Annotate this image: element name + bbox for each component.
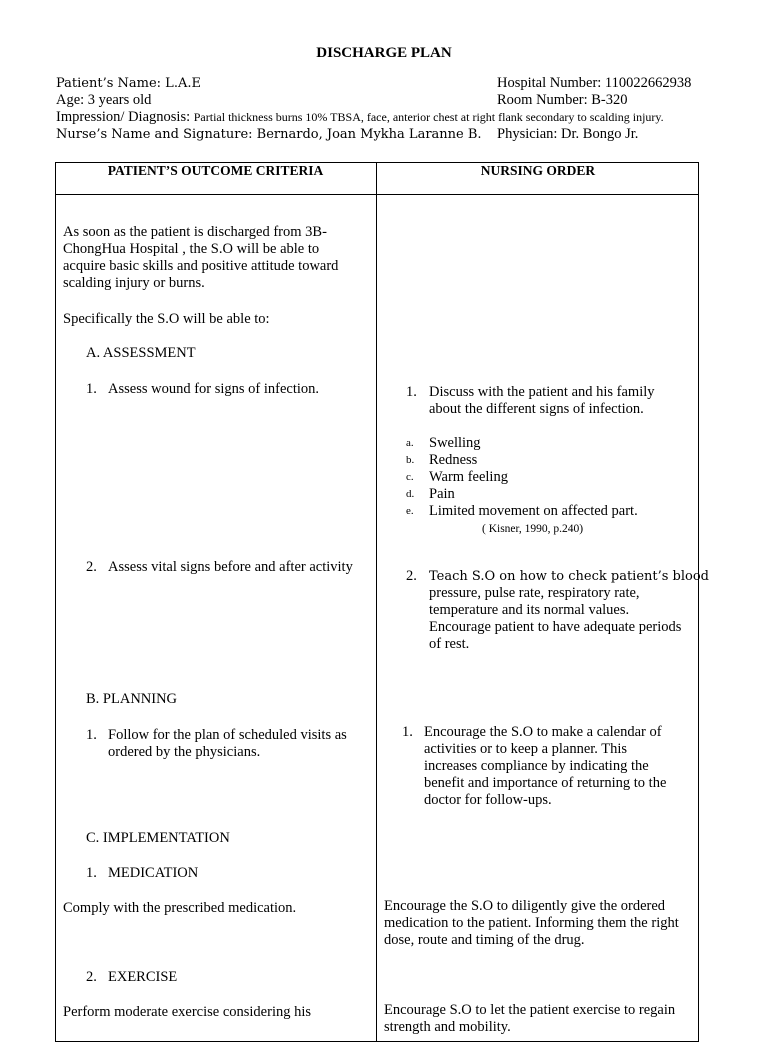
assessment-item-2: Assess vital signs before and after activity xyxy=(108,559,353,575)
implementation-item-1-number: 1. xyxy=(86,865,97,881)
planning-item-1-number: 1. xyxy=(86,727,97,743)
nursing-order-2: Teach S.O on how to check patient’s blood pressure, pulse rate, respiratory rate, temperature and its normal values. Encourage patient to have adequate periods of rest. xyxy=(429,569,710,652)
exercise-heading: EXERCISE xyxy=(108,969,178,985)
citation: ( Kisner, 1990, p.240) xyxy=(482,523,584,535)
impression-label: Impression/ Diagnosis: xyxy=(56,109,191,125)
medication-order: Encourage the S.O to diligently give the ordered medication to the patient. Informing them the right dose, route and timing of the drug. xyxy=(384,898,679,948)
assessment-item-2-number: 2. xyxy=(86,559,97,575)
nursing-order-3: Encourage the S.O to make a calendar of activities or to keep a planner. This increases compliance by indicating the benefit and importance of returning to the doctor for follow-ups. xyxy=(424,724,667,808)
hospital-number: Hospital Number: 110022662938 xyxy=(497,75,692,91)
section-planning: B. PLANNING xyxy=(86,691,178,707)
planning-item-1: Follow for the plan of scheduled visits as ordered by the physicians. xyxy=(108,727,347,760)
nurse-name: Nurse’s Name and Signature: Bernardo, Joan Mykha Laranne B. xyxy=(56,127,482,142)
nursing-order-1-number: 1. xyxy=(406,384,417,400)
patient-name: Patient’s Name: L.A.E xyxy=(56,76,201,91)
section-assessment: A. ASSESSMENT xyxy=(86,345,196,361)
impression-text: Partial thickness burns 10% TBSA, face, anterior chest at right flank secondary to scalding injury. xyxy=(193,110,664,124)
nursing-order-2-number: 2. xyxy=(406,568,417,584)
implementation-item-2-number: 2. xyxy=(86,969,97,985)
intro-paragraph: As soon as the patient is discharged from 3B- ChongHua Hospital , the S.O will be able to acquire basic skills and positive attitude toward scalding injury or burns. xyxy=(63,224,339,291)
exercise-criteria: Perform moderate exercise considering his xyxy=(63,1004,312,1020)
impression-diagnosis xyxy=(56,109,664,126)
physician-name: Physician: Dr. Bongo Jr. xyxy=(497,126,639,142)
exercise-order: Encourage S.O to let the patient exercise to regain strength and mobility. xyxy=(384,1002,676,1035)
header-divider xyxy=(55,194,699,195)
patient-age: Age: 3 years old xyxy=(56,92,152,108)
assessment-item-1-number: 1. xyxy=(86,381,97,397)
room-number: Room Number: B-320 xyxy=(497,92,628,108)
medication-criteria: Comply with the prescribed medication. xyxy=(63,900,297,916)
nursing-order-3-number: 1. xyxy=(402,724,413,740)
document-title: DISCHARGE PLAN xyxy=(316,45,452,61)
outcome-criteria-header: PATIENT’S OUTCOME CRITERIA xyxy=(107,163,324,178)
column-divider xyxy=(376,162,377,1042)
nursing-order-1: Discuss with the patient and his family about the different signs of infection. xyxy=(429,384,655,417)
medication-heading: MEDICATION xyxy=(108,865,199,881)
nursing-order-header: NURSING ORDER xyxy=(480,163,596,178)
assessment-item-1: Assess wound for signs of infection. xyxy=(108,381,320,397)
specifically-text: Specifically the S.O will be able to: xyxy=(63,311,270,327)
section-implementation: C. IMPLEMENTATION xyxy=(86,830,230,846)
